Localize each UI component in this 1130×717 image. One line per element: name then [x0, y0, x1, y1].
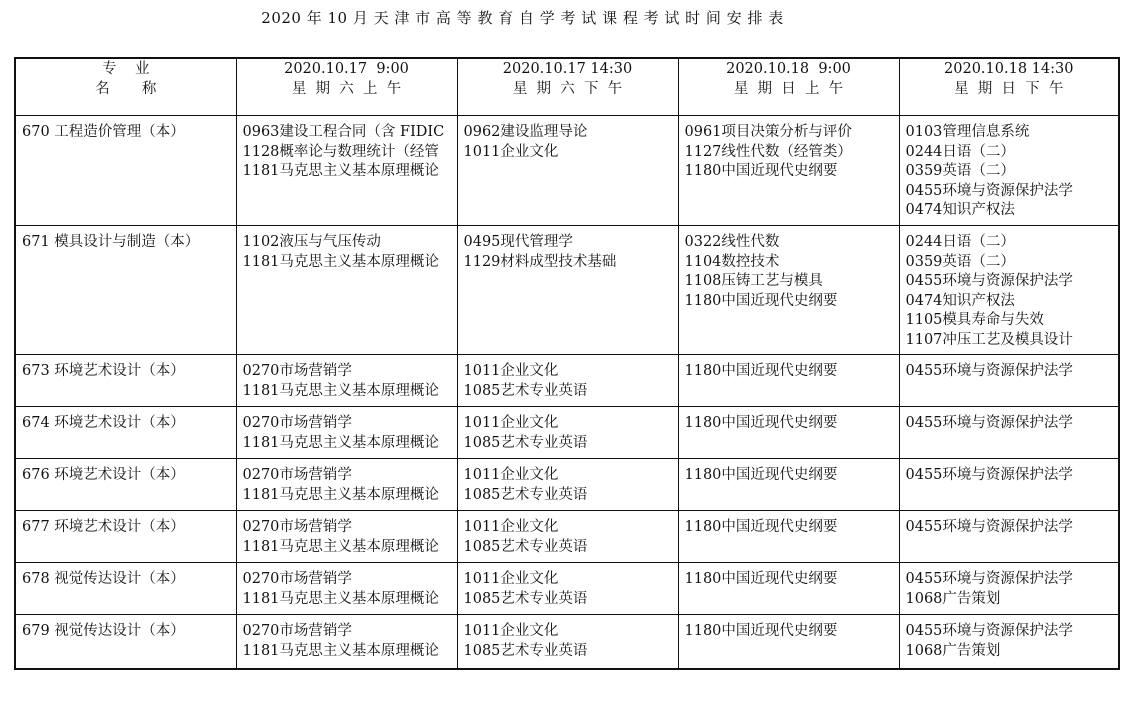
session-cell-sun-pm [899, 615, 1119, 670]
course-item: 0962建设监理导论 [463, 124, 588, 140]
course-list [900, 563, 1119, 609]
session-cell-sun-pm [899, 563, 1119, 615]
major-name: 674 环境艺术设计（本） [22, 415, 185, 431]
course-item: 1180中国近现代史纲要 [684, 363, 838, 379]
session-cell-sun-am [678, 459, 899, 511]
course-item: 1180中国近现代史纲要 [684, 467, 838, 483]
course-item: 1102液压与气压传动 [242, 234, 381, 250]
course-item: 1181马克思主义基本原理概论 [242, 642, 439, 659]
major-cell [15, 116, 236, 226]
course-item: 0474知识产权法 [905, 292, 1015, 309]
course-item: 1105模具寿命与失效 [905, 312, 1044, 328]
major-cell [15, 511, 236, 563]
course-list [679, 459, 899, 486]
session-cell-sun-pm [899, 226, 1119, 355]
table-row [15, 615, 1119, 670]
session-cell-sat-am [236, 226, 457, 355]
session-cell-sat-pm [457, 116, 678, 226]
course-list [237, 563, 457, 609]
session-cell-sun-am [678, 615, 899, 670]
course-list [458, 355, 678, 401]
course-item: 1068广告策划 [905, 642, 1001, 659]
course-list [900, 226, 1119, 350]
header-sat-pm [457, 58, 678, 116]
course-item: 1085艺术专业英语 [463, 382, 588, 399]
session-cell-sun-am [678, 226, 899, 355]
course-item: 0961项目决策分析与评价 [684, 124, 852, 140]
course-item: 0455环境与资源保护法学 [905, 571, 1073, 587]
table-row [15, 511, 1119, 563]
course-item: 1085艺术专业英语 [463, 590, 588, 607]
course-item: 1085艺术专业英语 [463, 434, 588, 451]
course-item: 1180中国近现代史纲要 [684, 415, 838, 431]
course-item: 1108压铸工艺与模具 [684, 273, 823, 289]
course-item: 1180中国近现代史纲要 [684, 292, 838, 309]
course-list [237, 226, 457, 272]
session-cell-sat-pm [457, 563, 678, 615]
course-item: 0270市场营销学 [242, 519, 352, 535]
course-list [900, 407, 1119, 434]
course-item: 1128概率论与数理统计（经管 [242, 143, 439, 160]
course-list [679, 116, 899, 182]
session-cell-sun-pm [899, 407, 1119, 459]
major-cell [15, 563, 236, 615]
course-list [679, 226, 899, 311]
session-cell-sun-pm [899, 459, 1119, 511]
major-name: 670 工程造价管理（本） [22, 124, 185, 140]
session-cell-sun-am [678, 511, 899, 563]
course-item: 0322线性代数 [684, 234, 780, 250]
course-list [237, 459, 457, 505]
course-item: 1011企业文化 [463, 415, 559, 431]
course-item: 1011企业文化 [463, 467, 559, 483]
session-cell-sun-pm [899, 116, 1119, 226]
course-item: 1181马克思主义基本原理概论 [242, 434, 439, 451]
header-major-line2: 名 称 [95, 81, 157, 97]
course-item: 0455环境与资源保护法学 [905, 519, 1073, 535]
course-item: 0963建设工程合同（含 FIDIC [242, 124, 445, 140]
major-cell [15, 407, 236, 459]
course-item: 1181马克思主义基本原理概论 [242, 382, 439, 399]
major-name: 679 视觉传达设计（本） [22, 623, 185, 639]
course-item: 1104数控技术 [684, 253, 780, 270]
session-cell-sat-am [236, 511, 457, 563]
session-cell-sat-pm [457, 459, 678, 511]
header-sun-am-day: 星 期 日 上 午 [733, 81, 844, 97]
course-list [458, 511, 678, 557]
exam-schedule-table [14, 57, 1120, 670]
course-item: 1068广告策划 [905, 590, 1001, 607]
header-row [15, 58, 1119, 116]
session-cell-sat-am [236, 563, 457, 615]
header-sun-pm-day: 星 期 日 下 午 [954, 81, 1064, 97]
major-name: 671 模具设计与制造（本） [22, 234, 200, 250]
major-name: 678 视觉传达设计（本） [22, 571, 185, 587]
course-list [679, 407, 899, 434]
course-item: 0270市场营销学 [242, 363, 352, 379]
course-item: 1011企业文化 [463, 623, 559, 639]
course-list [900, 615, 1119, 661]
course-item: 0455环境与资源保护法学 [905, 182, 1073, 199]
major-cell [15, 459, 236, 511]
course-list [900, 355, 1119, 382]
course-item: 0270市场营销学 [242, 571, 352, 587]
table-row [15, 226, 1119, 355]
course-item: 0455环境与资源保护法学 [905, 467, 1073, 483]
course-item: 1181马克思主义基本原理概论 [242, 590, 439, 607]
session-cell-sat-am [236, 459, 457, 511]
course-item: 1011企业文化 [463, 143, 559, 160]
course-list [237, 116, 457, 182]
course-list [237, 407, 457, 453]
major-name: 676 环境艺术设计（本） [22, 467, 185, 483]
header-sat-am [236, 58, 457, 116]
session-cell-sun-am [678, 563, 899, 615]
course-item: 0359英语（二） [905, 163, 1015, 179]
course-item: 0455环境与资源保护法学 [905, 273, 1073, 289]
course-item: 0270市场营销学 [242, 623, 352, 639]
session-cell-sat-pm [457, 511, 678, 563]
session-cell-sun-pm [899, 511, 1119, 563]
course-item: 1181马克思主义基本原理概论 [242, 253, 439, 270]
course-list [900, 116, 1119, 221]
course-list [237, 355, 457, 401]
course-item: 0495现代管理学 [463, 234, 573, 250]
course-item: 0244日语（二） [905, 143, 1015, 160]
course-list [458, 407, 678, 453]
session-cell-sat-pm [457, 226, 678, 355]
header-sat-am-day: 星 期 六 上 午 [291, 81, 402, 97]
course-list [679, 355, 899, 382]
course-list [458, 563, 678, 609]
course-item: 0103管理信息系统 [905, 124, 1030, 140]
course-list [458, 116, 678, 162]
course-item: 1129材料成型技术基础 [463, 253, 617, 270]
course-item: 0270市场营销学 [242, 467, 352, 483]
course-item: 1181马克思主义基本原理概论 [242, 486, 439, 503]
course-item: 1181马克思主义基本原理概论 [242, 163, 439, 179]
course-item: 1180中国近现代史纲要 [684, 163, 838, 179]
course-item: 1107冲压工艺及模具设计 [905, 331, 1073, 348]
course-list [458, 615, 678, 661]
course-item: 1085艺术专业英语 [463, 486, 588, 503]
course-list [679, 615, 899, 642]
course-list [679, 563, 899, 590]
course-item: 0455环境与资源保护法学 [905, 623, 1073, 639]
major-cell [15, 355, 236, 407]
header-sat-pm-day: 星 期 六 下 午 [512, 81, 623, 97]
course-item: 0455环境与资源保护法学 [905, 363, 1073, 379]
course-item: 1011企业文化 [463, 571, 559, 587]
course-item: 1180中国近现代史纲要 [684, 519, 838, 535]
course-list [679, 511, 899, 538]
header-sun-pm [899, 58, 1119, 116]
session-cell-sat-am [236, 355, 457, 407]
header-sat-am-date: 2020.10.17 9:00 [284, 61, 409, 77]
course-item: 1127线性代数（经管类） [684, 143, 852, 160]
course-item: 0359英语（二） [905, 253, 1015, 270]
course-list [458, 226, 678, 272]
course-item: 0455环境与资源保护法学 [905, 415, 1073, 431]
page-title: 2020 年 10 月 天 津 市 高 等 教 育 自 学 考 试 课 程 考 试 时 间 安 排 表 [261, 9, 784, 27]
session-cell-sat-pm [457, 615, 678, 670]
header-sat-pm-date: 2020.10.17 14:30 [502, 61, 633, 77]
header-major [15, 58, 236, 116]
table-row [15, 116, 1119, 226]
course-item: 0270市场营销学 [242, 415, 352, 431]
header-sun-am-date: 2020.10.18 9:00 [726, 61, 851, 77]
table-row [15, 407, 1119, 459]
course-item: 1011企业文化 [463, 519, 559, 535]
course-list [237, 615, 457, 661]
major-cell [15, 226, 236, 355]
major-cell [15, 615, 236, 670]
header-sun-pm-date: 2020.10.18 14:30 [944, 61, 1074, 77]
major-name: 677 环境艺术设计（本） [22, 519, 185, 535]
header-sun-am [678, 58, 899, 116]
course-item: 1181马克思主义基本原理概论 [242, 538, 439, 555]
table-row [15, 355, 1119, 407]
session-cell-sat-am [236, 615, 457, 670]
course-list [900, 511, 1119, 538]
session-cell-sun-am [678, 407, 899, 459]
course-item: 1085艺术专业英语 [463, 642, 588, 659]
session-cell-sat-am [236, 116, 457, 226]
course-list [458, 459, 678, 505]
course-list [237, 511, 457, 557]
session-cell-sun-am [678, 355, 899, 407]
course-list [900, 459, 1119, 486]
course-item: 0474知识产权法 [905, 202, 1015, 218]
session-cell-sun-am [678, 116, 899, 226]
table-row [15, 459, 1119, 511]
course-item: 1180中国近现代史纲要 [684, 571, 838, 587]
header-major-line1: 专 业 [102, 61, 150, 77]
session-cell-sat-pm [457, 355, 678, 407]
table-row [15, 563, 1119, 615]
session-cell-sat-am [236, 407, 457, 459]
course-item: 1085艺术专业英语 [463, 538, 588, 555]
course-item: 1011企业文化 [463, 363, 559, 379]
session-cell-sun-pm [899, 355, 1119, 407]
course-item: 1180中国近现代史纲要 [684, 623, 838, 639]
session-cell-sat-pm [457, 407, 678, 459]
course-item: 0244日语（二） [905, 234, 1015, 250]
major-name: 673 环境艺术设计（本） [22, 363, 185, 379]
